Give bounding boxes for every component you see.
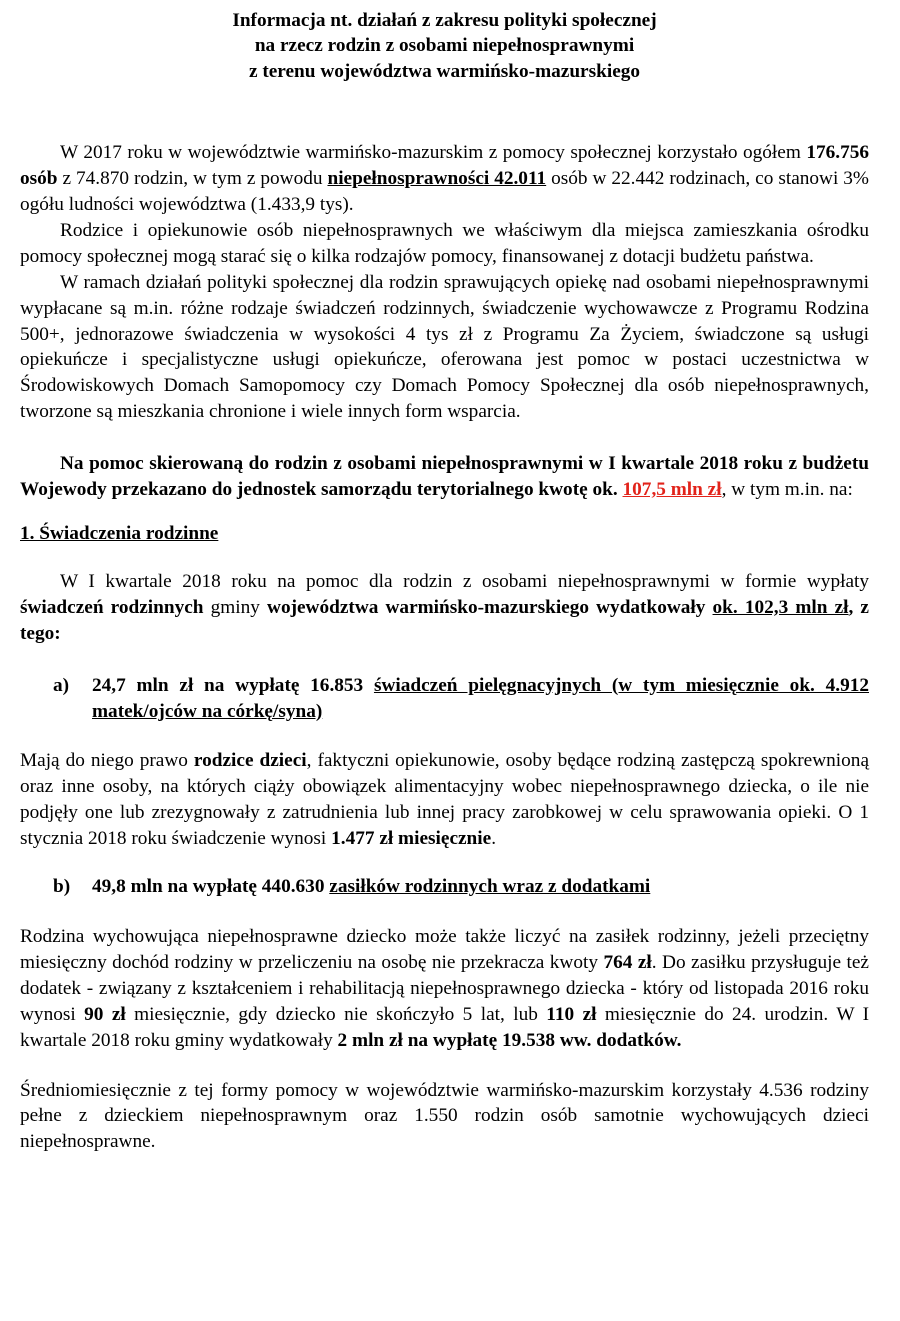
bold-span: 110 zł: [546, 1003, 597, 1025]
bold-span: świadczeń rodzinnych: [20, 596, 204, 618]
text-span: miesięcznie do 24. urodzin. W I kwartale 2018 roku gminy wydatkowały: [20, 1003, 870, 1051]
bold-underline-span: ok. 102,3 mln zł: [712, 596, 849, 618]
title-line-2: na rzecz rodzin z osobami niepełnosprawnymi: [254, 35, 635, 57]
text-span: Rodzina wychowująca niepełnosprawne dziecko może także liczyć na zasiłek rodzinny, jeżeli przeciętny miesięczny dochód rodziny w przeliczeniu na osobę nie przekracza kwoty: [20, 925, 869, 973]
list-text: [92, 673, 869, 725]
text-span: , faktyczni opiekunowie, osoby będące rodziną zastępczą spokrewnioną oraz inne osoby, na których ciąży obowiązek alimentacyjny wobec niepełnosprawnego dziecka, o ile nie podjęły one lub zrezygnowały z zatrudnienia lub innej pracy zarobkowej w celu sprawowania opieki. O 1 stycznia 2018 roku świadczenie wynosi: [20, 750, 869, 850]
title-line-1: Informacja nt. działań z zakresu polityki społecznej: [232, 10, 657, 31]
list-item-a: [20, 673, 869, 725]
bold-span: 49,8 mln na wypłatę 440.630: [92, 876, 330, 898]
bold-underline-span: zasiłków rodzinnych wraz z dodatkami: [329, 876, 651, 898]
bold-span: Na pomoc skierowaną do rodzin z osobami niepełnosprawnymi w I kwartale 2018 roku z budżetu Wojewody przekazano do jednostek samorządu terytorialnego kwotę ok.: [20, 453, 869, 501]
paragraph-budget-transfer: [20, 451, 869, 503]
text-span: W 2017 roku w województwie warmińsko-mazurskim z pomocy społecznej korzystało ogółem: [60, 142, 807, 164]
text-span: .: [491, 828, 497, 850]
bold-span: 1.477 zł miesięcznie: [331, 828, 492, 850]
text-span: . Do zasiłku przysługuje też dodatek - związany z kształceniem i rehabilitacją niepełnosprawnego dziecka - który od listopada 2016 roku wynosi: [20, 951, 869, 1025]
highlight-amount: 107,5 mln zł: [622, 479, 722, 501]
bold-span: 24,7 mln zł na wypłatę 16.853: [92, 674, 374, 696]
text-span: osób w 22.442 rodzinach, co stanowi 3% ogółu ludności województwa (1.433,9 tys).: [20, 168, 869, 216]
text-span: , w tym m.in. na:: [721, 479, 853, 501]
bold-underline-span: świadczeń pielęgnacyjnych (w tym miesięcznie ok. 4.912 matek/ojców na córkę/syna): [92, 674, 869, 722]
paragraph-family-allowance: [20, 924, 869, 1054]
list-text: [92, 874, 869, 900]
paragraph-monthly-average: Średniomiesięcznie z tej formy pomocy w województwie warmińsko-mazurskim korzystały 4.536 rodziny pełne z dzieckiem niepełnosprawnym oraz 1.550 rodzin osób samotnie wychowujących dzieci niepełnosprawne.: [20, 1079, 869, 1153]
bold-span: rodzice dzieci: [193, 750, 307, 772]
section-heading-family-benefits: 1. Świadczenia rodzinne: [20, 523, 219, 544]
bold-span: 90 zł: [84, 1003, 126, 1025]
paragraph-benefits-spending: [20, 569, 869, 647]
paragraph-statistics: [20, 140, 869, 218]
text-span: W I kwartale 2018 roku na pomoc dla rodzin z osobami niepełnosprawnymi w formie wypłaty: [60, 570, 869, 592]
document-page: [20, 8, 869, 1155]
text-span: miesięcznie, gdy dziecko nie skończyło 5 lat, lub: [125, 1003, 547, 1025]
text-span: z 74.870 rodzin, w tym z powodu: [57, 168, 328, 190]
title-line-3: z terenu województwa warmińsko-mazurskiego: [248, 60, 641, 82]
bold-span: województwa warmińsko-mazurskiego wydatkowały: [267, 596, 713, 618]
bold-span: 176.756 osób: [20, 142, 869, 190]
list-label: b): [53, 876, 71, 898]
list-item-b: [20, 874, 869, 900]
bold-span: , z tego:: [20, 596, 869, 644]
bold-underline-span: niepełnosprawności 42.011: [327, 168, 547, 190]
list-label: a): [53, 674, 70, 696]
document-title: [20, 8, 869, 84]
paragraph-social-policy: W ramach działań polityki społecznej dla rodzin sprawujących opiekę nad osobami niepełnosprawnymi wypłacane są m.in. różne rodzaje świadczeń rodzinnych, świadczenie wychowawcze z Programu Rodzina 500+, jednorazowe świadczenia w wysokości 4 tys zł z Programu Za Życiem, świadczone są usługi opiekuńcze i specjalistyczne usługi opiekuńcze, oferowana jest pomoc w postaci uczestnictwa w Środowiskowych Domach Samopomocy czy Domach Pomocy Społecznej dla osób niepełnosprawnych, tworzone są mieszkania chronione i wiele innych form wsparcia.: [20, 271, 869, 423]
text-span: Mają do niego prawo: [20, 750, 194, 772]
bold-span: 2 mln zł na wypłatę 19.538 ww. dodatków.: [337, 1029, 682, 1051]
text-span: gminy: [203, 596, 268, 618]
bold-span: 764 zł: [603, 951, 652, 973]
paragraph-parents-help: Rodzice i opiekunowie osób niepełnosprawnych we właściwym dla miejsca zamieszkania ośrodku pomocy społecznej mogą starać się o kilka rodzajów pomocy, finansowanej z dotacji budżetu państwa.: [20, 219, 869, 267]
paragraph-care-allowance: [20, 748, 869, 852]
